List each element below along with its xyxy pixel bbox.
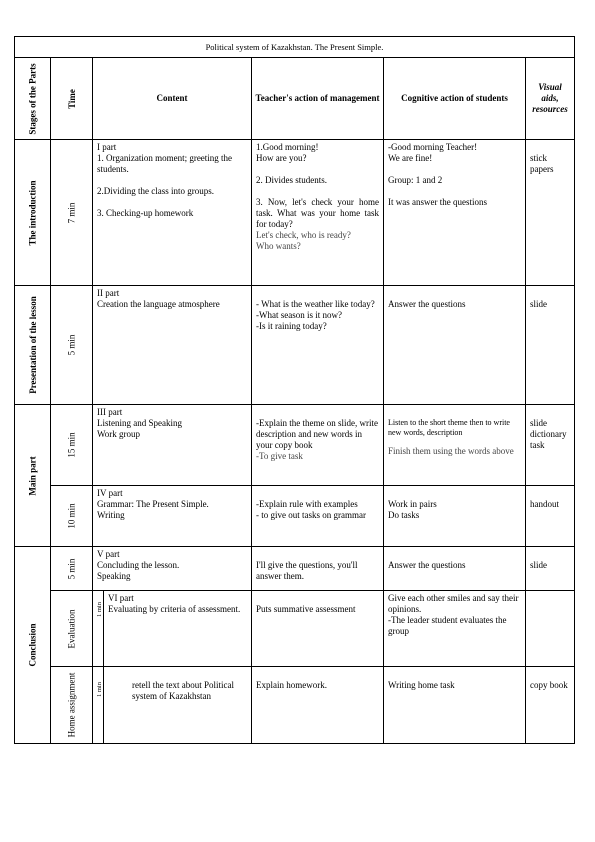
cognitive-row-1: -Good morning Teacher! We are fine! Group: 1 and 2 It was answer the questions bbox=[383, 139, 526, 286]
visual-row-3: slide dictionary task bbox=[525, 404, 575, 486]
header-cognitive: Cognitive action of students bbox=[383, 57, 526, 140]
teacher-row-7: Explain homework. bbox=[251, 666, 384, 744]
cognitive-row-2: Answer the questions bbox=[383, 285, 526, 405]
visual-row-2: slide bbox=[525, 285, 575, 405]
visual-row-5: slide bbox=[525, 546, 575, 591]
visual-row-7: copy book bbox=[525, 666, 575, 744]
stage-presentation: Presentation of the lesson bbox=[14, 285, 51, 405]
content-row-6: VI part Evaluating by criteria of assessment. bbox=[103, 590, 252, 667]
time-row-4: 10 min bbox=[50, 485, 93, 547]
cognitive-row-6: Give each other smiles and say their opinions. -The leader student evaluates the group bbox=[383, 590, 526, 667]
lesson-plan-table bbox=[14, 36, 575, 744]
header-teacher: Teacher's action of management bbox=[251, 57, 384, 140]
cognitive-row-5: Answer the questions bbox=[383, 546, 526, 591]
header-visual: Visual aids, resources bbox=[525, 57, 575, 140]
teacher-row-2: - What is the weather like today? -What season is it now? -Is it raining today? bbox=[251, 285, 384, 405]
time-row-1: 7 min bbox=[50, 139, 93, 286]
visual-row-6 bbox=[525, 590, 575, 667]
stage-home-assignment: Home assignment bbox=[50, 666, 93, 744]
time-row-5: 5 min bbox=[50, 546, 93, 591]
teacher-row-3: -Explain the theme on slide, write description and new words in your copy book -To give task bbox=[251, 404, 384, 486]
teacher-row-1: 1.Good morning! How are you? 2. Divides students. 3. Now, let's check your home task. What was your home task for today? Let's check, who is ready? Who wants? bbox=[251, 139, 384, 286]
cognitive-row-3: Listen to the short theme then to write new words, description Finish them using the words above bbox=[383, 404, 526, 486]
cognitive-row-7: Writing home task bbox=[383, 666, 526, 744]
subtime-row-6: 1 min bbox=[92, 590, 104, 667]
content-row-2: II part Creation the language atmosphere bbox=[92, 285, 252, 405]
header-stages: Stages of the Parts bbox=[14, 57, 51, 140]
teacher-row-6: Puts summative assessment bbox=[251, 590, 384, 667]
stage-conclusion: Conclusion bbox=[14, 546, 51, 744]
visual-row-1: stick papers bbox=[525, 139, 575, 286]
content-row-1: I part 1. Organization moment; greeting the students. 2.Dividing the class into groups. 3. Checking-up homework bbox=[92, 139, 252, 286]
content-row-3: III part Listening and Speaking Work group bbox=[92, 404, 252, 486]
content-row-7: retell the text about Political system of Kazakhstan bbox=[103, 666, 252, 744]
content-row-5: V part Concluding the lesson. Speaking bbox=[92, 546, 252, 591]
subtime-row-7: 1 min bbox=[92, 666, 104, 744]
stage-evaluation: Evaluation bbox=[50, 590, 93, 667]
time-row-3: 15 min bbox=[50, 404, 93, 486]
cognitive-row-4: Work in pairs Do tasks bbox=[383, 485, 526, 547]
teacher-row-5: I'll give the questions, you'll answer them. bbox=[251, 546, 384, 591]
content-row-4: IV part Grammar: The Present Simple. Writing bbox=[92, 485, 252, 547]
visual-row-4: handout bbox=[525, 485, 575, 547]
lesson-title: Political system of Kazakhstan. The Present Simple. bbox=[14, 36, 575, 58]
teacher-row-4: -Explain rule with examples - to give out tasks on grammar bbox=[251, 485, 384, 547]
time-row-2: 5 min bbox=[50, 285, 93, 405]
stage-introduction: The introduction bbox=[14, 139, 51, 286]
stage-main-part: Main part bbox=[14, 404, 51, 547]
header-time: Time bbox=[50, 57, 93, 140]
header-content: Content bbox=[92, 57, 252, 140]
